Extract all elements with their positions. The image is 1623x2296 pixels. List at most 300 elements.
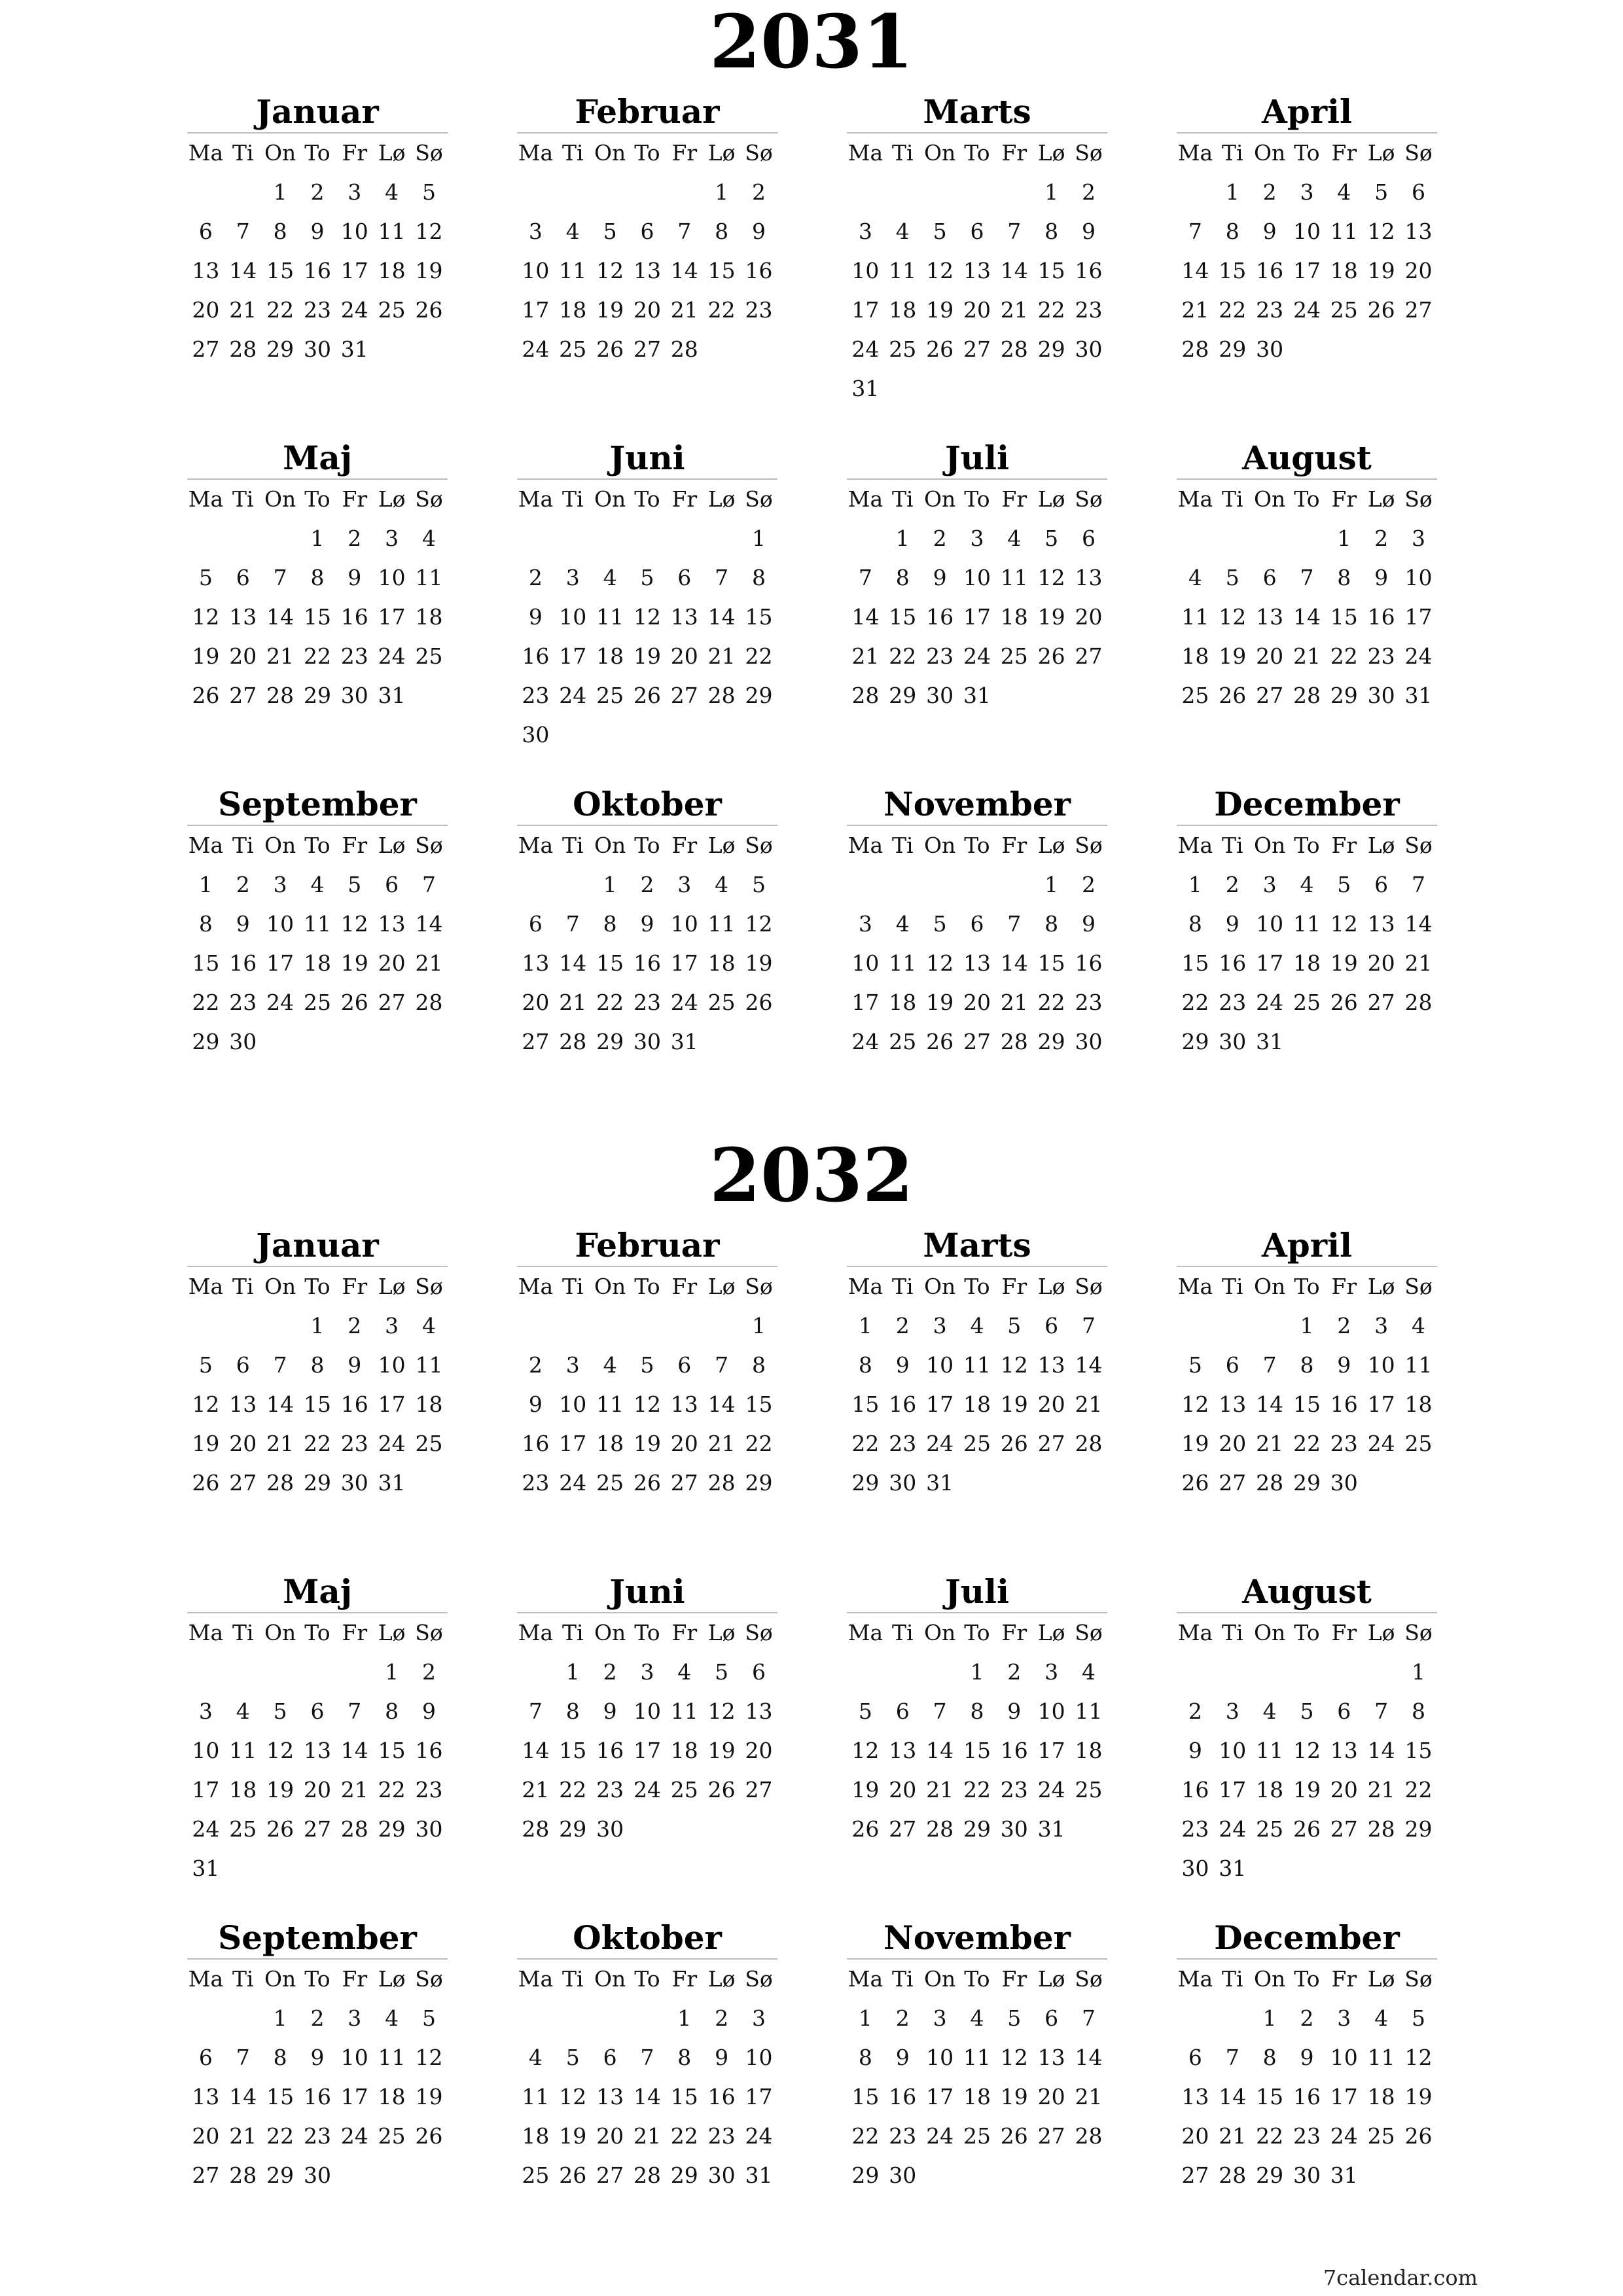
week-row — [847, 944, 1107, 983]
day-cell: 20 — [303, 1777, 331, 1803]
day-cell: 18 — [596, 643, 624, 669]
day-cell: 18 — [415, 1391, 443, 1417]
week-row — [517, 1022, 777, 1062]
day-cell: 14 — [229, 258, 257, 283]
day-cell: 8 — [970, 1698, 984, 1724]
day-cell: 29 — [670, 2162, 698, 2188]
weekday-label: To — [634, 486, 660, 512]
day-cell: 4 — [715, 872, 729, 897]
day-cell: 5 — [640, 565, 654, 590]
day-cell: 4 — [385, 2005, 399, 2031]
day-cell: 2 — [1081, 872, 1096, 897]
day-cell: 25 — [229, 1816, 257, 1842]
week-row — [517, 1346, 777, 1385]
day-cell: 11 — [1256, 1738, 1284, 1763]
week-row — [1177, 676, 1437, 715]
day-cell: 28 — [1404, 990, 1433, 1015]
day-cell: 8 — [1044, 911, 1059, 937]
day-cell: 21 — [340, 1777, 368, 1803]
day-cell: 6 — [310, 1698, 325, 1724]
day-cell: 29 — [266, 336, 294, 362]
day-cell: 8 — [565, 1698, 580, 1724]
weekday-label: On — [264, 1620, 296, 1645]
day-cell: 3 — [1044, 1659, 1059, 1685]
day-cell: 18 — [670, 1738, 698, 1763]
day-cell: 22 — [303, 1431, 331, 1456]
day-cell: 10 — [340, 219, 368, 244]
day-cell: 10 — [1256, 911, 1284, 937]
day-cell: 9 — [933, 565, 947, 590]
month-name: April — [1261, 92, 1353, 131]
week-row — [1177, 2038, 1437, 2077]
weekday-label: On — [1253, 1620, 1286, 1645]
week-row — [1177, 1731, 1437, 1770]
week-row — [1177, 1810, 1437, 1849]
day-cell: 16 — [303, 258, 331, 283]
weekday-label: To — [634, 1620, 660, 1645]
day-cell: 16 — [889, 2084, 917, 2109]
week-row — [517, 865, 777, 905]
day-cell: 27 — [963, 336, 991, 362]
day-cell: 16 — [229, 950, 257, 976]
day-cell: 14 — [340, 1738, 368, 1763]
day-cell: 18 — [303, 950, 331, 976]
day-cell: 23 — [522, 1470, 550, 1496]
day-cell: 6 — [1044, 1313, 1059, 1338]
weekday-label: Sø — [745, 486, 773, 512]
day-cell: 5 — [603, 219, 617, 244]
day-cell: 20 — [378, 950, 406, 976]
day-cell: 14 — [851, 604, 880, 630]
day-cell: 9 — [236, 911, 250, 937]
day-cell: 13 — [229, 1391, 257, 1417]
day-cell: 15 — [963, 1738, 991, 1763]
weekday-label: Fr — [1001, 486, 1027, 512]
weekday-label: Lø — [378, 1274, 406, 1299]
weekday-label: Lø — [1367, 1966, 1395, 1992]
week-row — [847, 1463, 1107, 1503]
day-cell: 25 — [1367, 2123, 1395, 2149]
week-row — [517, 1385, 777, 1424]
day-cell: 25 — [378, 297, 406, 323]
day-cell: 4 — [677, 1659, 692, 1685]
day-cell: 27 — [229, 1470, 257, 1496]
day-cell: 30 — [229, 1029, 257, 1054]
day-cell: 31 — [378, 683, 406, 708]
weekday-label: Fr — [342, 1620, 368, 1645]
day-cell: 21 — [1404, 950, 1433, 976]
day-cell: 16 — [1075, 950, 1103, 976]
day-cell: 1 — [385, 1659, 399, 1685]
weekday-header — [847, 826, 1107, 865]
day-cell: 14 — [1000, 258, 1028, 283]
week-row — [517, 173, 777, 212]
day-cell: 26 — [415, 297, 443, 323]
day-cell: 8 — [310, 565, 325, 590]
day-cell: 28 — [707, 683, 736, 708]
weekday-label: To — [964, 1274, 990, 1299]
weekday-label: Sø — [1404, 1966, 1433, 1992]
day-cell: 31 — [963, 683, 991, 708]
day-cell: 2 — [528, 1352, 543, 1378]
day-cell: 22 — [1219, 297, 1247, 323]
day-cell: 23 — [1181, 1816, 1209, 1842]
week-row — [517, 519, 777, 558]
day-cell: 26 — [1367, 297, 1395, 323]
day-cell: 26 — [559, 2162, 587, 2188]
day-cell: 15 — [303, 604, 331, 630]
day-cell: 19 — [707, 1738, 736, 1763]
week-row — [1177, 1424, 1437, 1463]
weekday-label: To — [634, 833, 660, 858]
week-row — [847, 1022, 1107, 1062]
day-cell: 12 — [1367, 219, 1395, 244]
day-cell: 16 — [303, 2084, 331, 2109]
day-cell: 4 — [1188, 565, 1202, 590]
week-row — [187, 212, 448, 251]
day-cell: 25 — [889, 336, 917, 362]
day-cell: 24 — [340, 297, 368, 323]
day-cell: 19 — [926, 297, 954, 323]
day-cell: 18 — [415, 604, 443, 630]
weekday-label: Lø — [707, 833, 736, 858]
day-cell: 24 — [851, 336, 880, 362]
day-cell: 7 — [1300, 565, 1314, 590]
day-cell: 2 — [1300, 2005, 1314, 2031]
month-december — [1177, 1918, 1437, 2195]
day-cell: 19 — [633, 1431, 661, 1456]
day-cell: 6 — [603, 2045, 617, 2070]
day-cell: 16 — [1075, 258, 1103, 283]
day-cell: 16 — [1330, 1391, 1358, 1417]
day-cell: 19 — [926, 990, 954, 1015]
day-cell: 22 — [596, 990, 624, 1015]
day-cell: 27 — [596, 2162, 624, 2188]
day-cell: 3 — [385, 526, 399, 551]
day-cell: 23 — [415, 1777, 443, 1803]
day-cell: 22 — [1330, 643, 1358, 669]
day-cell: 22 — [745, 1431, 773, 1456]
day-cell: 15 — [745, 1391, 773, 1417]
day-cell: 22 — [1404, 1777, 1433, 1803]
day-cell: 19 — [596, 297, 624, 323]
weekday-label: Fr — [1001, 1274, 1027, 1299]
day-cell: 12 — [1293, 1738, 1321, 1763]
day-cell: 19 — [192, 643, 220, 669]
year-title-2031: 2031 — [709, 0, 914, 85]
day-cell: 13 — [633, 258, 661, 283]
week-row — [847, 2117, 1107, 2156]
day-cell: 18 — [378, 258, 406, 283]
day-cell: 27 — [670, 683, 698, 708]
weekday-label: Sø — [415, 140, 443, 166]
day-cell: 2 — [1262, 179, 1277, 205]
weekday-label: Ti — [1221, 1966, 1243, 1992]
weekday-label: On — [264, 1966, 296, 1992]
week-row — [1177, 1999, 1437, 2038]
day-cell: 30 — [1256, 336, 1284, 362]
day-cell: 17 — [1293, 258, 1321, 283]
day-cell: 12 — [192, 1391, 220, 1417]
day-cell: 6 — [677, 565, 692, 590]
week-row — [517, 1653, 777, 1692]
day-cell: 25 — [1075, 1777, 1103, 1803]
day-cell: 10 — [851, 950, 880, 976]
week-row — [187, 1770, 448, 1810]
day-cell: 8 — [385, 1698, 399, 1724]
day-cell: 15 — [1256, 2084, 1284, 2109]
day-cell: 24 — [1367, 1431, 1395, 1456]
day-cell: 14 — [266, 604, 294, 630]
day-cell: 14 — [522, 1738, 550, 1763]
day-cell: 29 — [1181, 1029, 1209, 1054]
day-cell: 2 — [640, 872, 654, 897]
weekday-label: Ma — [518, 1620, 554, 1645]
day-cell: 10 — [1219, 1738, 1247, 1763]
weekday-header — [187, 1613, 448, 1653]
day-cell: 17 — [1404, 604, 1433, 630]
weekday-label: Lø — [707, 1274, 736, 1299]
weekday-label: On — [594, 140, 626, 166]
day-cell: 7 — [236, 219, 250, 244]
day-cell: 7 — [1081, 1313, 1096, 1338]
day-cell: 23 — [340, 1431, 368, 1456]
day-cell: 13 — [192, 2084, 220, 2109]
day-cell: 21 — [1367, 1777, 1395, 1803]
day-cell: 21 — [707, 643, 736, 669]
week-row — [1177, 1770, 1437, 1810]
day-cell: 4 — [421, 1313, 436, 1338]
day-cell: 5 — [198, 565, 213, 590]
weekday-label: Ma — [1177, 1274, 1213, 1299]
day-cell: 27 — [192, 336, 220, 362]
weekday-label: Sø — [1075, 1620, 1103, 1645]
week-row — [1177, 1346, 1437, 1385]
week-row — [187, 1424, 448, 1463]
day-cell: 13 — [1037, 2045, 1065, 2070]
day-cell: 18 — [963, 2084, 991, 2109]
weekday-label: Ti — [1221, 833, 1243, 858]
day-cell: 13 — [522, 950, 550, 976]
day-cell: 30 — [707, 2162, 736, 2188]
weekday-label: Sø — [745, 140, 773, 166]
day-cell: 30 — [340, 1470, 368, 1496]
day-cell: 22 — [303, 643, 331, 669]
day-cell: 21 — [633, 2123, 661, 2149]
weekday-label: Ma — [518, 833, 554, 858]
weekday-label: To — [964, 1620, 990, 1645]
week-row — [187, 905, 448, 944]
day-cell: 30 — [633, 1029, 661, 1054]
month-august — [1177, 438, 1437, 715]
day-cell: 21 — [266, 1431, 294, 1456]
day-cell: 21 — [1075, 2084, 1103, 2109]
day-cell: 21 — [1075, 1391, 1103, 1417]
day-cell: 5 — [273, 1698, 287, 1724]
day-cell: 11 — [1293, 911, 1321, 937]
day-cell: 28 — [522, 1816, 550, 1842]
day-cell: 4 — [895, 911, 910, 937]
day-cell: 11 — [596, 604, 624, 630]
day-cell: 9 — [528, 604, 543, 630]
day-cell: 13 — [889, 1738, 917, 1763]
day-cell: 7 — [677, 219, 692, 244]
day-cell: 11 — [707, 911, 736, 937]
weekday-label: Lø — [1367, 140, 1395, 166]
weekday-label: Lø — [707, 1620, 736, 1645]
month-november — [847, 784, 1107, 1062]
weekday-label: Fr — [1001, 1966, 1027, 1992]
day-cell: 26 — [192, 1470, 220, 1496]
day-cell: 22 — [1181, 990, 1209, 1015]
day-cell: 1 — [1044, 872, 1059, 897]
day-cell: 20 — [1367, 950, 1395, 976]
day-cell: 27 — [1256, 683, 1284, 708]
day-cell: 12 — [596, 258, 624, 283]
weekday-label: Fr — [671, 1620, 698, 1645]
day-cell: 24 — [378, 643, 406, 669]
day-cell: 27 — [1075, 643, 1103, 669]
day-cell: 29 — [303, 1470, 331, 1496]
week-row — [187, 983, 448, 1022]
month-name: Maj — [283, 439, 352, 477]
day-cell: 10 — [192, 1738, 220, 1763]
day-cell: 29 — [192, 1029, 220, 1054]
day-cell: 5 — [715, 1659, 729, 1685]
day-cell: 11 — [1075, 1698, 1103, 1724]
weekday-label: Ma — [847, 486, 883, 512]
weekday-header — [847, 134, 1107, 173]
day-cell: 11 — [889, 950, 917, 976]
day-cell: 31 — [1037, 1816, 1065, 1842]
weekday-header — [187, 480, 448, 519]
day-cell: 28 — [229, 336, 257, 362]
day-cell: 8 — [858, 2045, 872, 2070]
day-cell: 10 — [633, 1698, 661, 1724]
day-cell: 30 — [522, 722, 550, 747]
day-cell: 23 — [303, 2123, 331, 2149]
day-cell: 20 — [229, 1431, 257, 1456]
weekday-label: Sø — [1075, 833, 1103, 858]
day-cell: 23 — [596, 1777, 624, 1803]
weekday-label: Ma — [188, 1274, 224, 1299]
week-row — [847, 1306, 1107, 1346]
month-name: Juni — [609, 1572, 685, 1611]
day-cell: 26 — [851, 1816, 880, 1842]
weekday-label: Ti — [562, 1274, 584, 1299]
day-cell: 13 — [229, 604, 257, 630]
day-cell: 5 — [1300, 1698, 1314, 1724]
day-cell: 17 — [670, 950, 698, 976]
day-cell: 29 — [378, 1816, 406, 1842]
day-cell: 5 — [1225, 565, 1240, 590]
week-row — [847, 1770, 1107, 1810]
weekday-label: To — [1294, 486, 1320, 512]
day-cell: 30 — [1000, 1816, 1028, 1842]
day-cell: 21 — [1256, 1431, 1284, 1456]
day-cell: 30 — [596, 1816, 624, 1842]
weekday-label: Sø — [745, 833, 773, 858]
day-cell: 4 — [385, 179, 399, 205]
day-cell: 9 — [348, 1352, 362, 1378]
day-cell: 3 — [858, 911, 872, 937]
day-cell: 9 — [348, 565, 362, 590]
month-juni — [517, 1571, 777, 1849]
week-row — [187, 519, 448, 558]
day-cell: 11 — [378, 219, 406, 244]
day-cell: 15 — [1037, 950, 1065, 976]
week-row — [187, 1999, 448, 2038]
weekday-header — [1177, 826, 1437, 865]
day-cell: 6 — [528, 911, 543, 937]
weekday-label: Fr — [671, 833, 698, 858]
day-cell: 2 — [751, 179, 766, 205]
week-row — [187, 558, 448, 598]
day-cell: 26 — [1293, 1816, 1321, 1842]
day-cell: 24 — [559, 683, 587, 708]
day-cell: 11 — [963, 2045, 991, 2070]
weekday-header — [517, 1960, 777, 1999]
month-name: Juli — [945, 1572, 1009, 1611]
week-row — [187, 2077, 448, 2117]
month-marts — [847, 92, 1107, 408]
day-cell: 23 — [707, 2123, 736, 2149]
weekday-label: To — [634, 140, 660, 166]
month-juli — [847, 1571, 1107, 1849]
week-row — [187, 944, 448, 983]
week-row — [187, 291, 448, 330]
day-cell: 3 — [348, 179, 362, 205]
day-cell: 1 — [677, 2005, 692, 2031]
day-cell: 5 — [1411, 2005, 1425, 2031]
week-row — [1177, 1849, 1437, 1888]
day-cell: 7 — [933, 1698, 947, 1724]
month-name: Februar — [575, 92, 720, 131]
week-row — [847, 2156, 1107, 2195]
day-cell: 28 — [559, 1029, 587, 1054]
month-name: Oktober — [573, 1918, 722, 1957]
day-cell: 11 — [889, 258, 917, 283]
day-cell: 17 — [926, 1391, 954, 1417]
day-cell: 3 — [677, 872, 692, 897]
weekday-label: To — [964, 833, 990, 858]
day-cell: 9 — [1081, 219, 1096, 244]
day-cell: 16 — [633, 950, 661, 976]
day-cell: 30 — [415, 1816, 443, 1842]
day-cell: 5 — [565, 2045, 580, 2070]
day-cell: 17 — [745, 2084, 773, 2109]
weekday-header — [187, 1267, 448, 1306]
week-row — [1177, 1692, 1437, 1731]
day-cell: 19 — [415, 258, 443, 283]
day-cell: 8 — [1262, 2045, 1277, 2070]
day-cell: 26 — [1000, 1431, 1028, 1456]
day-cell: 5 — [1374, 179, 1389, 205]
week-row — [1177, 1653, 1437, 1692]
day-cell: 19 — [1367, 258, 1395, 283]
day-cell: 23 — [522, 683, 550, 708]
week-row — [187, 2117, 448, 2156]
day-cell: 24 — [1330, 2123, 1358, 2149]
day-cell: 22 — [559, 1777, 587, 1803]
day-cell: 17 — [559, 643, 587, 669]
weekday-label: Ti — [562, 140, 584, 166]
weekday-label: On — [264, 140, 296, 166]
day-cell: 11 — [415, 565, 443, 590]
day-cell: 3 — [1411, 526, 1425, 551]
weekday-label: To — [1294, 1274, 1320, 1299]
day-cell: 25 — [415, 1431, 443, 1456]
